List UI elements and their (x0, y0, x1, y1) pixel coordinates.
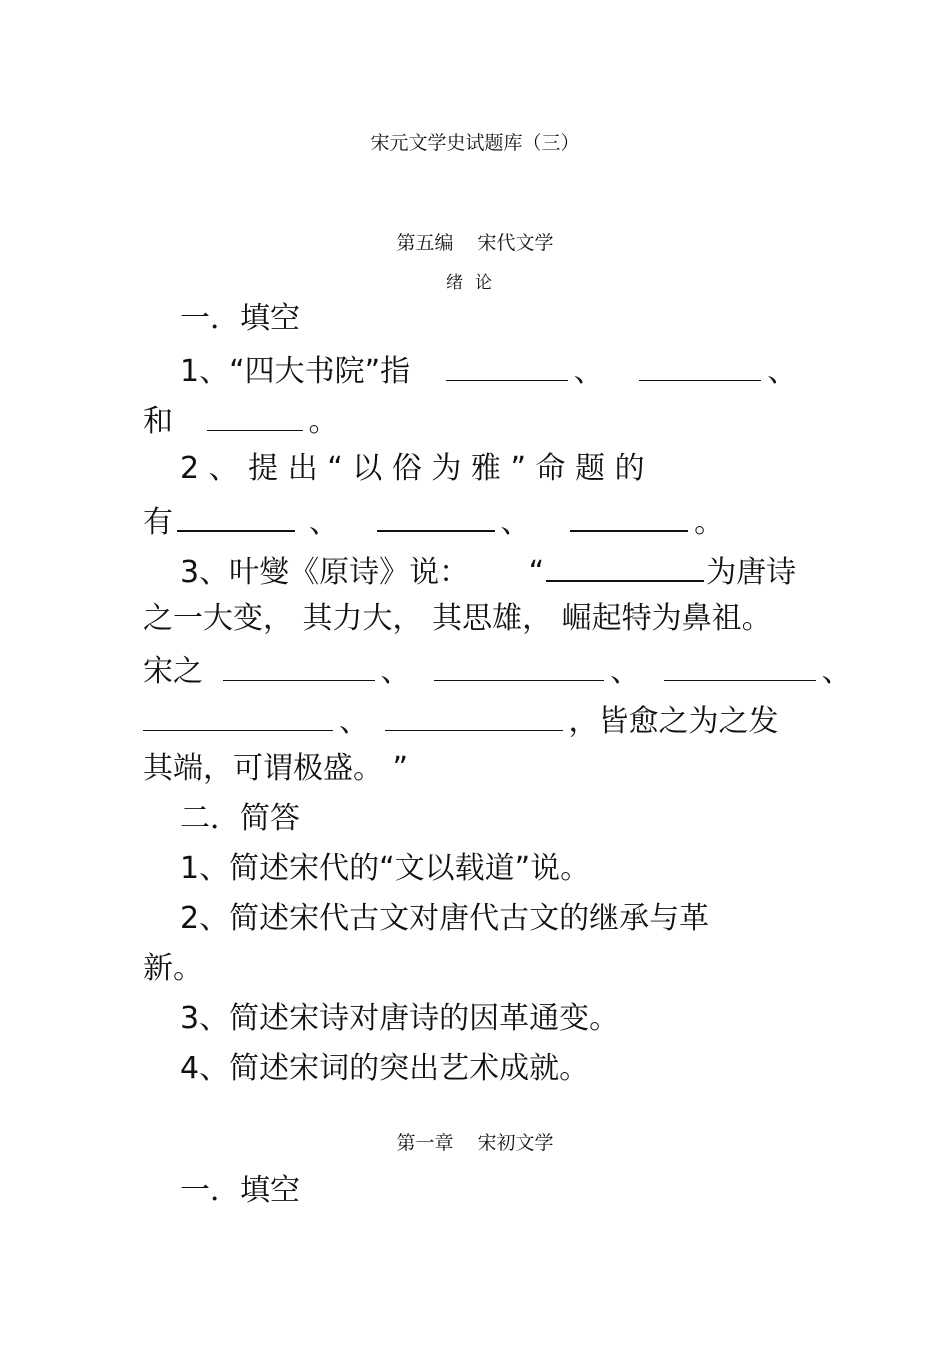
fill-heading: 一．填空 (180, 301, 300, 336)
part-number: 第五编 (396, 232, 454, 254)
punct: 、 (380, 654, 411, 689)
chapter-heading (0, 1128, 950, 1155)
fill-question-3-line3 (143, 648, 852, 693)
answer-blank (570, 498, 688, 532)
chapter-number: 第一章 (396, 1132, 454, 1154)
question-text: 有 (143, 505, 173, 540)
part-heading (0, 228, 950, 255)
punct: 、 (767, 354, 798, 389)
chapter-name: 宋初文学 (477, 1132, 554, 1154)
question-text: 3、叶燮《原诗》说： (180, 555, 470, 590)
answer-blank (177, 498, 295, 532)
fill-question-3-line2: 之一大变， 其力大， 其思雄， 崛起特为鼻祖。 (143, 601, 772, 636)
question-text: 和 (143, 404, 173, 439)
answer-blank (546, 548, 704, 582)
short-answer-heading: 二．简答 (180, 801, 300, 836)
question-text: 为唐诗 (706, 555, 797, 590)
short-question-4: 4、简述宋词的突出艺术成就。 (180, 1051, 590, 1086)
question-text: ，皆愈之为之发 (568, 704, 779, 739)
fill-question-1 (180, 348, 797, 393)
punct: 。 (308, 404, 339, 439)
answer-blank (434, 648, 604, 681)
punct: 、 (610, 654, 641, 689)
answer-blank (446, 348, 568, 381)
punct: 、 (821, 654, 852, 689)
short-question-2: 2、简述宋代古文对唐代古文的继承与革 (180, 901, 710, 936)
punct: 。 (694, 505, 725, 540)
answer-blank (143, 698, 333, 731)
fill-question-2: 2 、 提 出 “ 以 俗 为 雅 ” 命 题 的 (180, 451, 645, 486)
answer-blank (385, 698, 563, 731)
punct: 、 (339, 704, 369, 739)
fill-question-2-cont (143, 498, 724, 544)
quote-open: “ (528, 555, 545, 590)
short-question-3: 3、简述宋诗对唐诗的因革通变。 (180, 1001, 620, 1036)
punct: 、 (500, 505, 531, 540)
answer-blank (223, 648, 375, 681)
punct: 、 (309, 505, 339, 540)
fill-question-3-line4 (143, 698, 779, 743)
section-heading: 绪论 (446, 273, 504, 293)
short-question-1: 1、简述宋代的“文以载道”说。 (180, 851, 591, 886)
answer-blank (664, 648, 816, 681)
document-title: 宋元文学史试题库（三） (370, 132, 580, 154)
answer-blank (377, 498, 495, 532)
answer-blank (639, 348, 761, 381)
answer-blank (207, 398, 303, 431)
short-question-2-cont: 新。 (143, 951, 203, 986)
punct: 、 (573, 354, 604, 389)
fill-question-1-cont (143, 398, 339, 443)
fill-question-3-line5: 其端，可谓极盛。 ” (143, 751, 409, 786)
fill-heading-2: 一．填空 (180, 1173, 300, 1208)
question-text: 1、“四大书院”指 (180, 354, 411, 389)
fill-question-3 (180, 548, 796, 594)
part-name: 宋代文学 (477, 232, 554, 254)
question-text: 宋之 (143, 654, 203, 689)
